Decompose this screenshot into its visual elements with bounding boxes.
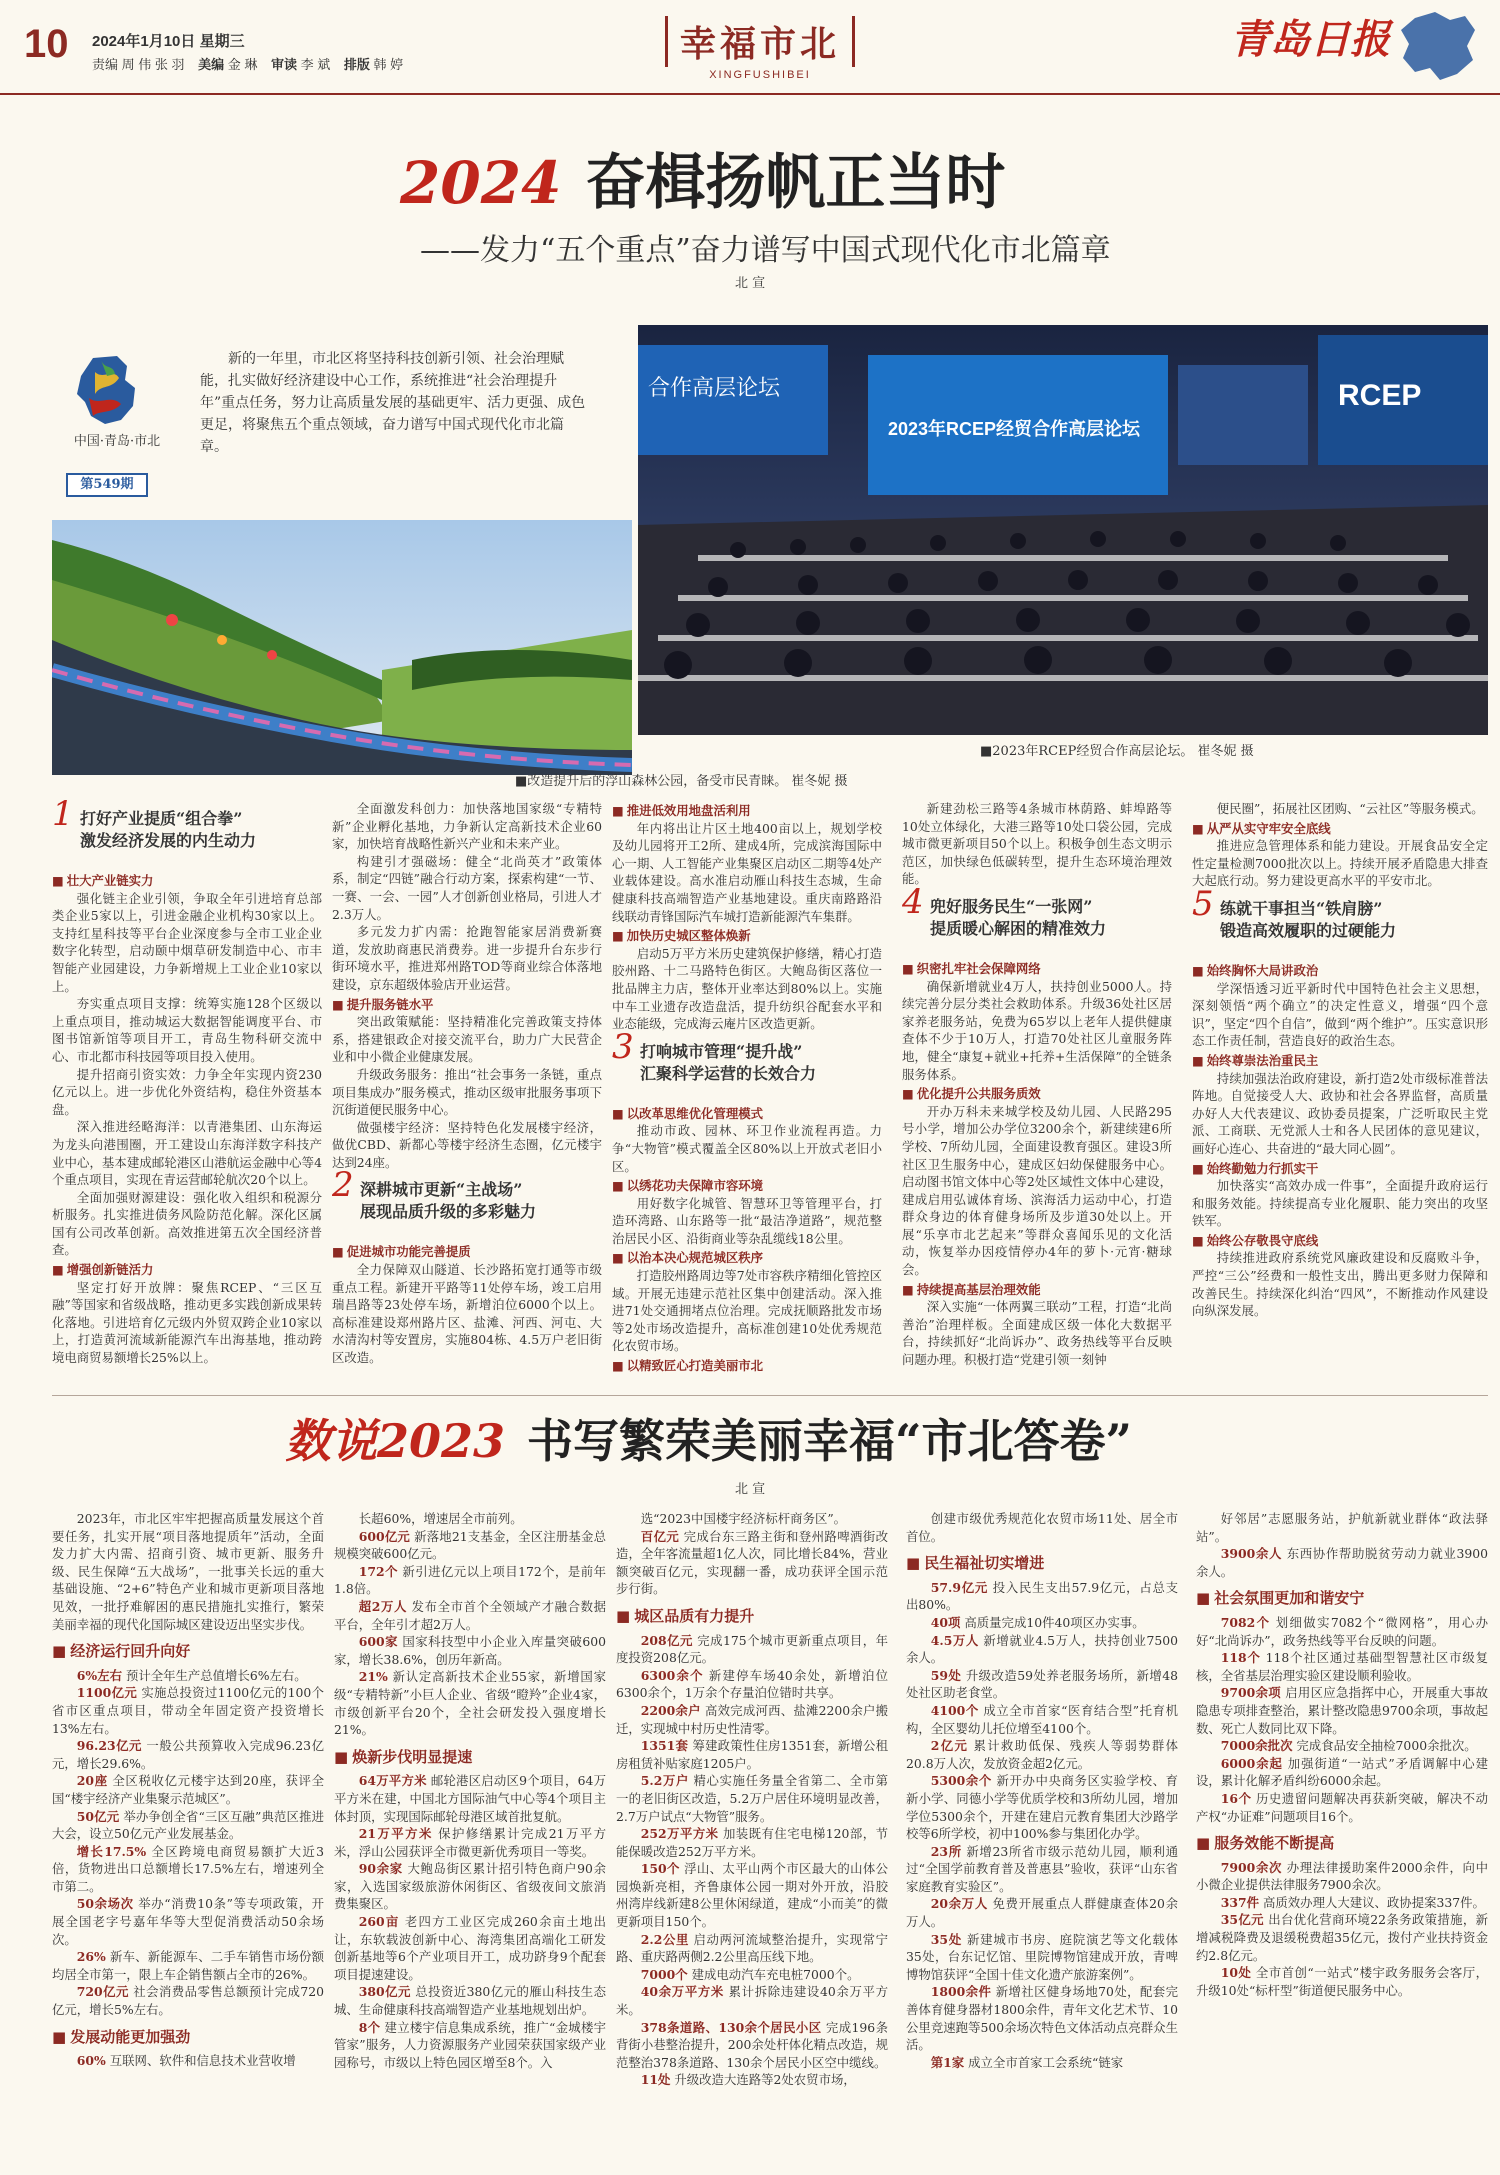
staff-credits: 责编 周 伟 张 羽 美编 金 琳 审读 李 斌 排版 韩 婷	[92, 57, 404, 72]
data-item	[1196, 1737, 1488, 1755]
subheading: ■ 以精致匠心打造美丽市北	[612, 1357, 882, 1375]
data-item	[52, 1895, 324, 1948]
section-line-1: 深耕城市更新“主战场”	[360, 1180, 523, 1200]
photo-caption-forum: ■2023年RCEP经贸合作高层论坛。 崔冬妮 摄	[980, 744, 1254, 759]
data-item	[52, 1983, 324, 2018]
data-item	[1196, 1545, 1488, 1580]
data-item	[52, 2052, 324, 2070]
data-item	[52, 1684, 324, 1737]
data-text: 划细做实7082个“微网格”，用心办好“北尚诉办”，政务热线等平台反映的问题。	[1196, 1614, 1488, 1648]
article2-column-3	[616, 1510, 888, 2165]
issue-badge: 第549期	[66, 473, 148, 497]
data-figure: 7000余批次	[1220, 1738, 1293, 1754]
subheading: ■ 以改革思维优化管理模式	[612, 1105, 882, 1123]
data-item	[1196, 1964, 1488, 1999]
data-figure: 4.5万人	[930, 1632, 979, 1648]
data-figure: 5300余个	[930, 1773, 992, 1789]
data-figure: 增长17.5%	[76, 1843, 147, 1859]
data-figure: 172个	[358, 1563, 398, 1579]
article2-column-5	[1196, 1510, 1488, 2165]
section-heading: ■ 社会氛围更加和谐安宁	[1196, 1590, 1488, 1608]
data-item	[616, 1860, 888, 1930]
paragraph: 长超60%，增速居全市前列。	[358, 1511, 523, 1526]
headline-2-text: 书写繁荣美丽幸福“市北答卷”	[527, 1414, 1132, 1468]
paragraph: 升级政务服务：推出“社会事务一条链，重点项目集成办”服务模式，推动区级审批服务事项下沉街道便民服务中心。	[332, 1066, 602, 1118]
paragraph: 推进应急管理体系和能力建设。开展食品安全定性定量检测7000批次以上。持续开展矛盾隐患大排查大起底行动。努力建设更高水平的平安市北。	[1192, 838, 1488, 889]
data-text: 新建城市书房、庭院演艺等文化载体35处，台东记忆馆、里院博物馆建成开放，青啤博物馆获评“全国十佳文化遗产旅游案例”。	[906, 1931, 1178, 1982]
data-item	[334, 1983, 606, 2018]
data-text: 累计拆除违建设40余万平方米。	[616, 1984, 888, 2018]
data-item	[1196, 1911, 1488, 1964]
section-line-2: 激发经济发展的内生动力	[80, 831, 257, 850]
data-text: 加装既有住宅电梯120部，节能保暖改造252万平方米。	[616, 1826, 888, 1859]
data-text: 东西协作帮助脱贫劳动力就业3900余人。	[1196, 1546, 1488, 1579]
data-item	[334, 1563, 606, 1598]
newspaper-logo: 青岛日报	[1230, 16, 1390, 63]
paragraph: 年内将出让片区土地400亩以上，规划学校及幼儿园将开工2所、建成4所，完成滨海国际中心一期、人工智能产业集聚区启动区二期等4处产业载体建设。高水准启动雁山科技生态城，生命健康科技高端智造产业基地建设。重庆南路路沿线联动青锋国际汽车城打造新能源汽车集群。	[612, 820, 882, 924]
data-item	[616, 1772, 888, 1825]
data-text: 新建停车场40余处，新增泊位6300余个，1万余个存量泊位错时共享。	[616, 1667, 888, 1701]
byline-2: 北 宣	[735, 1482, 766, 1497]
section-number-heading	[902, 881, 1172, 954]
article1-column-3	[612, 800, 882, 1390]
section-heading: ■ 城区品质有力提升	[616, 1608, 888, 1626]
data-item	[906, 1983, 1178, 2053]
data-figure: 7900余次	[1220, 1859, 1283, 1875]
paragraph: 深入实施“一体两翼三联动”工程，打造“北尚善治”治理样板。全面建成区级一体化大数据平台，持续抓好“北尚诉办”、政务热线等平台反映问题办理。积极打造“党建引领一刻钟	[902, 1299, 1172, 1368]
data-figure: 337件	[1220, 1894, 1260, 1910]
data-item	[52, 1772, 324, 1807]
section-pinyin: XINGFUSHIBEI	[709, 69, 811, 81]
data-figure: 7000个	[640, 1966, 688, 1982]
forum-logo-text: RCEP	[1338, 379, 1422, 412]
data-item	[616, 2071, 888, 2089]
section-number: 2	[332, 1165, 354, 1206]
section-number: 5	[1192, 883, 1214, 924]
data-text: 办理法律援助案件2000余件，向中小微企业提供法律服务7900余次。	[1196, 1859, 1488, 1893]
subheading: ■ 优化提升公共服务质效	[902, 1085, 1172, 1103]
section-heading: ■ 发展动能更加强劲	[52, 2029, 324, 2047]
data-figure: 21万平方米	[358, 1826, 433, 1842]
data-text: 建立楼宇信息集成系统，推广“金城楼宇管家”服务，人力资源服务产业园荣获国家级产业园称号，市级以上特色园区增至8个。入	[334, 2019, 606, 2070]
headline-2-prefix: 数说2023	[285, 1414, 506, 1468]
data-item	[1196, 1790, 1488, 1825]
data-text: 升级改造59处养老服务场所，新增48处社区助老食堂。	[906, 1667, 1178, 1701]
data-item	[334, 1825, 606, 1860]
headline-2	[285, 1405, 1132, 1471]
data-text: 高质量完成10件40项区办实事。	[964, 1614, 1145, 1630]
data-text: 免费开展重点人群健康查体20余万人。	[906, 1896, 1178, 1930]
data-text: 新增23所省市级示范幼儿园，顺利通过“全国学前教育普及普惠县”验收，获评“山东省家庭教育实验区”。	[906, 1843, 1178, 1894]
paragraph: 强化链主企业引领，争取全年引进培育总部类企业5家以上，引进金融企业机构30家以上。支持红星科技等平台企业深度参与全市工业企业数字化转型，启动颐中烟草研发制造中心、市丰智能产业园建设，力争新增规上工业企业10家以上。	[52, 890, 322, 994]
data-figure: 百亿元	[640, 1528, 680, 1544]
article2-column-4	[906, 1510, 1178, 2165]
data-text: 加强街道“一站式”矛盾调解中心建设，累计化解矛盾纠纷6000余起。	[1196, 1755, 1488, 1789]
subheading: ■ 促进城市功能完善提质	[332, 1243, 602, 1261]
data-item	[52, 1667, 324, 1685]
subheading: ■ 始终胸怀大局讲政治	[1192, 962, 1488, 980]
paragraph: 用好数字化城管、智慧环卫等管理平台，打造环湾路、山东路等一批“最洁净道路”，规范整治居民小区、沿街商业等杂乱缆线18公里。	[612, 1195, 882, 1246]
subheading: ■ 以绣花功夫保障市容环境	[612, 1177, 882, 1195]
data-text: 新开办中央商务区实验学校、育新小学、同德小学等优质学校和3所幼儿园，增加学位5300余个，开建在建启元教育集团大沙路学校等6所学校，初中100%参与集团化办学。	[906, 1773, 1178, 1842]
data-item	[616, 1528, 888, 1598]
data-text: 保护修缮累计完成21万平方米，浮山公园获评全市微更新优秀项目一等奖。	[334, 1826, 606, 1859]
data-figure: 6300余个	[640, 1667, 704, 1683]
data-text: 新车、新能源车、二手车销售市场份额均居全市第一，限上车企销售额占全市的26%。	[52, 1949, 324, 1982]
data-item	[616, 1966, 888, 1984]
data-text: 历史遗留问题解决再获新突破，解决不动产权“办证难”问题项目16个。	[1196, 1790, 1488, 1824]
data-text: 全区跨境电商贸易额扩大近3倍，货物进出口总额增长17.5%左右，增速列全市第二。	[52, 1843, 324, 1894]
paragraph: 推动市政、园林、环卫作业流程再造。力争“大物管”模式覆盖全区80%以上开放式老旧小区。	[612, 1123, 882, 1174]
data-item	[1196, 1684, 1488, 1737]
subheading: ■ 增强创新链活力	[52, 1261, 322, 1279]
data-item	[1196, 1649, 1488, 1684]
paragraph: 全面激发科创力：加快落地国家级“专精特新”企业孵化基地，力争新认定高新技术企业60家，加快培育战略性新兴产业和未来产业。	[332, 801, 602, 852]
section-heading: ■ 民生福祉切实增进	[906, 1555, 1178, 1573]
data-text: 全区税收亿元楼宇达到20座，获评全国“楼宇经济产业集聚示范城区”。	[52, 1773, 324, 1806]
subheading: ■ 推进低效用地盘活利用	[612, 802, 882, 820]
data-figure: 2.2公里	[640, 1931, 689, 1947]
data-text: 实施总投资过1100亿元的100个省市区重点项目，带动全年固定资产投资增长13%左右。	[52, 1685, 324, 1736]
data-figure: 20余万人	[930, 1896, 988, 1912]
data-figure: 208亿元	[640, 1632, 693, 1648]
data-item	[52, 1948, 324, 1983]
paragraph: 打造胶州路周边等7处市容秩序精细化管控区域。开展无违建示范社区集中创建活动。深入推进71处交通拥堵点位治理。完成抚顺路批发市场等2处市场改造提升，高标准创建10处优秀规范化农贸市场。	[612, 1268, 882, 1354]
data-text: 启用区应急指挥中心，开展重大事故隐患专项排查整治，累计整改隐患9700余项，事故起数、死亡人数同比双下降。	[1196, 1685, 1488, 1736]
data-text: 新增社区健身场地70处，配套完善体育健身器材1800余件，青年文化艺术节、10公里竞速跑等500余场次特色文体活动点亮群众生活。	[906, 1984, 1178, 2053]
data-item	[906, 1772, 1178, 1842]
data-item	[334, 2019, 606, 2072]
data-figure: 720亿元	[76, 1984, 129, 2000]
data-item	[906, 1632, 1178, 1667]
paragraph: 夯实重点项目支撑：统筹实施128个区级以上重点项目，推动城运大数据智能调度平台、市图书馆新馆等项目开工，青岛生物科研交流中心、市北都市科技园等项目投入使用。	[52, 996, 322, 1064]
section-line-1: 打好产业提质“组合拳”	[80, 809, 243, 828]
data-text: 完成196条背街小巷整治提升，200余处杆体化精点改造，规范整治378条道路、130余个居民小区空中缆线。	[616, 2019, 888, 2070]
paragraph: 持续加强法治政府建设，新打造2处市级标准普法阵地。自觉接受人大、政协和社会各界监督，高质量办好人大代表建议、政协委员提案，广泛听取民主党派、工商联、无党派人士和各人民团体的意见建议，画好心连心、共奋进的“最大同心圆”。	[1192, 1070, 1488, 1156]
paragraph: 突出政策赋能：坚持精准化完善政策支持体系，搭建银政企对接交流平台，助力广大民营企业和中小微企业健康发展。	[332, 1014, 602, 1065]
headline-text: 奋楫扬帆正当时	[585, 148, 1006, 218]
section-number-heading	[332, 1165, 602, 1237]
data-text: 举办争创全省“三区互融”典范区推进大会，设立50亿元产业发展基金。	[52, 1808, 324, 1842]
data-item	[906, 2054, 1178, 2072]
data-item	[334, 1528, 606, 1563]
photo-caption-park: ■改造提升后的浮山森林公园，备受市民青睐。 崔冬妮 摄	[515, 774, 848, 789]
paragraph: 坚定打好开放牌：聚焦RCEP、“三区互融”等国家和省级战略，推动更多实践创新成果转化落地。引进培育亿元级内外贸双跨企业10家以上，打造黄河流域新能源汽车出海基地，推动跨境电商贸易额增长25%以上。	[52, 1279, 322, 1366]
data-figure: 2200余户	[640, 1702, 701, 1718]
data-text: 完成台东三路主街和登州路啤酒街改造，全年客流量超1亿人次，同比增长84%，营业额突破百亿元，实现翻一番，成功获评全国示范步行街。	[616, 1528, 888, 1597]
qingdao-map-icon	[1395, 8, 1480, 86]
data-figure: 9700余项	[1220, 1685, 1281, 1701]
forest-park-photo	[52, 520, 632, 775]
data-text: 新落地21支基金，全区注册基金总规模突破600亿元。	[334, 1528, 606, 1562]
data-text: 社会消费品零售总额预计完成720亿元，增长5%左右。	[52, 1984, 324, 2018]
data-figure: 600亿元	[358, 1528, 410, 1544]
data-figure: 8个	[358, 2019, 381, 2035]
rcep-forum-photo	[638, 325, 1488, 735]
data-item	[906, 1667, 1178, 1702]
data-figure: 378条道路、130余个居民小区	[640, 2019, 822, 2035]
data-figure: 7082个	[1220, 1614, 1271, 1630]
section-heading: ■ 焕新步伐明显提速	[334, 1749, 606, 1767]
paragraph: 构建引才强磁场：健全“北尚英才”政策体系，制定“四链”融合行动方案，探索构建“一节、一赛、一会、一园”人才创新创业格局，引进人才2.3万人。	[332, 853, 602, 922]
data-item	[1196, 1614, 1488, 1649]
data-item	[616, 1702, 888, 1737]
data-figure: 40项	[930, 1614, 961, 1630]
article2-column-2	[334, 1510, 606, 2165]
section-line-2: 展现品质升级的多彩魅力	[360, 1202, 537, 1222]
paragraph: 确保新增就业4万人，扶持创业5000人。持续完善分层分类社会救助体系。升级36处社区居家养老服务站，免费为65岁以上老年人提供健康查体不少于10万人，打造70处社区儿童服务阵地，健全“康复+就业+托养+生活保障”的全链条服务体系。	[902, 978, 1172, 1082]
data-text: 互联网、软件和信息技术业营收增	[109, 2053, 296, 2069]
data-text: 118个社区通过基础型智慧社区市级复核，全省基层治理实验区建设顺利验收。	[1196, 1650, 1488, 1683]
paragraph: 全面加强财源建设：强化收入组织和税源分析服务。扎实推进债务风险防范化解。深化区属国有公司改革创新。高效推进第五次全国经济普查。	[52, 1189, 322, 1258]
data-text: 总投资近380亿元的雁山科技生态城、生命健康科技高端智造产业基地规划出炉。	[334, 1984, 606, 2018]
paragraph: 学深悟透习近平新时代中国特色社会主义思想，深刻领悟“两个确立”的决定性意义，增强“四个意识”，坚定“四个自信”，做到“两个维护”。压实意识形态工作责任制，营造良好的政治生态。	[1192, 980, 1488, 1049]
paragraph: 全力保障双山隧道、长沙路拓宽打通等市级重点工程。新建开平路等11处停车场，竣工启用瑞昌路等23处停车场，新增泊位6000个以上。高标准建设郑州路片区、盐滩、河西、河屯、大水清沟村等安置房，实施804栋、4.5万户老旧街区改造。	[332, 1262, 602, 1366]
data-item	[334, 1913, 606, 1983]
section-number: 4	[902, 881, 924, 922]
data-figure: 64万平方米	[358, 1773, 427, 1789]
data-text: 新增就业4.5万人，扶持创业7500余人。	[906, 1632, 1178, 1666]
data-text: 老四方工业区完成260余亩土地出让，东软载波创新中心、海湾集团高端化工研发创新基地等6个产业项目开工，成功跻身9个配套项目提速建设。	[334, 1914, 606, 1982]
data-text: 完成175个城市更新重点项目，年度投资208亿元。	[616, 1632, 888, 1666]
data-text: 邮轮港区启动区9个项目，64万平方米在建，中国北方国际油气中心等4个项目主体封顶，实现国际邮轮母港区域首批复航。	[334, 1773, 606, 1824]
data-text: 全市首创“一站式”楼宇政务服务会客厅，升级10处“标杆型”街道便民服务中心。	[1196, 1965, 1488, 1998]
data-figure: 96.23亿元	[76, 1738, 142, 1754]
subheading: ■ 始终勤勉力行抓实干	[1192, 1160, 1488, 1178]
data-item	[906, 1737, 1178, 1772]
paragraph: 持续推进政府系统党风廉政建设和反腐败斗争，严控“三公”经费和一般性支出，腾出更多财力保障和改善民生。持续深化纠治“四风”，不断推动作风建设向纵深发展。	[1192, 1250, 1488, 1319]
data-figure: 60%	[76, 2053, 106, 2069]
data-text: 高效完成河西、盐滩2200余户搬迁，实现城中村历史性清零。	[616, 1702, 888, 1736]
data-text: 累计救助低保、残疾人等弱势群体20.8万人次，发放资金超2亿元。	[906, 1738, 1178, 1771]
data-item	[906, 1931, 1178, 1984]
article1-column-2	[332, 800, 602, 1390]
data-figure: 1800余件	[930, 1984, 992, 2000]
data-item	[616, 2019, 888, 2072]
data-item	[616, 1632, 888, 1667]
section-number: 1	[52, 800, 74, 834]
byline: 北 宣	[735, 276, 766, 291]
data-figure: 57.9亿元	[930, 1579, 989, 1595]
data-figure: 600家	[358, 1634, 398, 1650]
section-line-2: 提质暖心解困的精准效力	[930, 918, 1107, 938]
data-item	[906, 1614, 1178, 1632]
section-masthead	[665, 16, 855, 81]
data-item	[616, 1825, 888, 1860]
data-text: 建成电动汽车充电桩7000个。	[691, 1966, 860, 1982]
data-figure: 50亿元	[76, 1808, 120, 1824]
paragraph: 好邻居”志愿服务站，护航新就业群体“政法驿站”。	[1196, 1511, 1488, 1544]
data-item	[1196, 1894, 1488, 1912]
subheading: ■ 以治本决心规范城区秩序	[612, 1249, 882, 1267]
data-text: 启动两河流域整治提升，实现常宁路、重庆路两侧2.2公里高压线下地。	[616, 1931, 888, 1965]
article1-column-4	[902, 800, 1172, 1390]
data-figure: 59处	[930, 1667, 962, 1683]
data-item	[906, 1843, 1178, 1896]
data-figure: 4100个	[930, 1702, 979, 1718]
subheading: ■ 壮大产业链实力	[52, 872, 322, 890]
data-figure: 50余场次	[76, 1896, 134, 1912]
data-text: 发布全市首个全领域产才融合数据平台，全年引才超2万人。	[334, 1598, 606, 1632]
data-figure: 150个	[640, 1861, 680, 1877]
data-figure: 6000余起	[1220, 1755, 1283, 1771]
data-text: 完成食品安全抽检7000余批次。	[1296, 1738, 1477, 1754]
data-text: 预计全年生产总值增长6%左右。	[125, 1667, 307, 1683]
data-figure: 35亿元	[1220, 1912, 1264, 1928]
data-figure: 90余家	[358, 1861, 403, 1877]
paragraph: 提升招商引资实效：力争全年实现内资230亿元以上。进一步优化外资结构，稳住外资基本盘。	[52, 1066, 322, 1117]
data-text: 升级改造大连路等2处农贸市场，	[674, 2072, 856, 2088]
data-figure: 260亩	[358, 1914, 400, 1930]
data-text: 精心实施任务量全省第二、全市第一的老旧街区改造，5.2万户居住环境明显改善，2.7万户试点“大物管”服务。	[616, 1773, 888, 1824]
data-figure: 118个	[1220, 1650, 1261, 1666]
data-text: 成立全市首家工会系统“链家	[968, 2054, 1124, 2070]
page-header	[0, 0, 1500, 95]
headline	[400, 135, 1005, 221]
data-figure: 6%左右	[76, 1667, 122, 1683]
data-item	[52, 1808, 324, 1843]
paragraph: 启动5万平方米历史建筑保护修缮，精心打造胶州路、十二马路特色街区。大鲍岛街区落位一批品牌主力店，整体开业率达到80%以上。实施中车工业遗存改造盘活，提升纺织谷配套水平和业态能级，完成海云庵片区改造更新。	[612, 945, 882, 1032]
data-item	[334, 1668, 606, 1738]
subheading: ■ 从严从实守牢安全底线	[1192, 820, 1488, 838]
data-item	[52, 1843, 324, 1896]
data-figure: 第1家	[930, 2054, 965, 2070]
headline-year: 2024	[400, 149, 562, 217]
section-line-1: 打响城市管理“提升战”	[640, 1041, 803, 1061]
paragraph: 加快落实“高效办成一件事”，全面提升政府运行和服务效能。持续提高专业化履职、能力突出的攻坚铁军。	[1192, 1178, 1488, 1229]
data-item	[616, 1667, 888, 1702]
section-title: 幸福市北	[665, 16, 855, 67]
data-text: 一般公共预算收入完成96.23亿元，增长29.6%。	[52, 1738, 324, 1771]
article1-column-1	[52, 800, 322, 1390]
data-item	[334, 1860, 606, 1913]
paragraph: 创建市级优秀规范化农贸市场11处、居全市首位。	[906, 1511, 1178, 1544]
data-figure: 20座	[76, 1773, 108, 1789]
section-number: 3	[612, 1026, 634, 1067]
section-heading: ■ 经济运行回升向好	[52, 1643, 324, 1661]
data-figure: 26%	[76, 1949, 106, 1965]
article1-column-5	[1192, 800, 1488, 1390]
data-item	[906, 1895, 1178, 1930]
subheading: ■ 始终公存敬畏守底线	[1192, 1232, 1488, 1250]
data-item	[1196, 1755, 1488, 1790]
data-figure: 1351套	[640, 1738, 689, 1754]
subheading: ■ 加快历史城区整体焕新	[612, 927, 882, 945]
data-figure: 21%	[358, 1669, 388, 1685]
section-line-2: 汇聚科学运营的长效合力	[640, 1063, 817, 1083]
data-figure: 3900余人	[1220, 1546, 1283, 1562]
section-line-2: 锻造高效履职的过硬能力	[1220, 920, 1397, 940]
data-item	[334, 1772, 606, 1825]
issue-date: 2024年1月10日 星期三	[92, 33, 245, 50]
subheading: ■ 织密扎牢社会保障网络	[902, 960, 1172, 978]
data-item	[906, 1579, 1178, 1614]
paragraph: 选“2023中国楼宇经济标杆商务区”。	[640, 1511, 847, 1526]
article2-column-1	[52, 1510, 324, 2165]
data-item	[616, 1737, 888, 1772]
data-figure: 1100亿元	[76, 1685, 138, 1701]
data-figure: 10处	[1220, 1965, 1252, 1981]
data-figure: 40余万平方米	[640, 1984, 724, 2000]
paragraph: 做强楼宇经济：坚持特色化发展楼宇经济，做优CBD、新都心等楼宇经济生态圈，亿元楼宇达到24座。	[332, 1119, 602, 1170]
section-number-heading	[612, 1026, 882, 1099]
data-item	[906, 1702, 1178, 1737]
data-text: 成立全市首家“医育结合型”托育机构，全区婴幼儿托位增至4100个。	[906, 1702, 1178, 1736]
paragraph: 多元发力扩内需：抢跑智能家居消费新赛道，发放助商惠民消费券。进一步提升台东步行街环境水平，推进郑州路TOD等商业综合体落地建设，京东超级体验店开业运营。	[332, 924, 602, 992]
data-text: 高质效办理人大建议、政协提案337件。	[1263, 1894, 1485, 1910]
data-item	[616, 1931, 888, 1966]
paragraph: 开办万科未来城学校及幼儿园、人民路295号小学，增加公办学位3200余个，新建续建6所学校、7所幼儿园，全面建设教育强区。建设3所社区卫生服务中心，建成区妇幼保健服务中心。启动图书馆文体中心等2处区域性文体中心建设，建成启用弘诚体育场、滨海活力运动中心，打造群众身边的体育健身场所及步道30处以上。开展“乐享市北艺起来”等群众喜闻乐见的文化活动，恢复举办因疫情停办4年的萝卜·元宵·糖球会。	[902, 1103, 1172, 1278]
subheading: ■ 始终尊崇法治重民主	[1192, 1052, 1488, 1070]
data-figure: 16个	[1220, 1790, 1252, 1806]
data-figure: 2亿元	[930, 1738, 969, 1754]
subheadline: ——发力“五个重点”奋力谱写中国式现代化市北篇章	[420, 233, 1111, 268]
data-item	[52, 1737, 324, 1772]
data-text: 筹建政策性住房1351套，新增公租房租赁补贴家庭1205户。	[616, 1738, 888, 1771]
subheading: ■ 提升服务链水平	[332, 996, 602, 1014]
data-figure: 超2万人	[358, 1598, 408, 1614]
data-figure: 23所	[930, 1843, 962, 1859]
data-text: 举办“消费10条”等专项政策，开展全国老字号嘉年华等大型促消费活动50余场次。	[52, 1896, 324, 1947]
data-text: 浮山、太平山两个市区最大的山体公园焕新亮相，齐鲁康体公园一期对外开放，沿胶州湾岸线新建8公里休闲绿道，建成“小而美”的微更新项目150个。	[616, 1861, 888, 1930]
data-item	[616, 1983, 888, 2018]
section-heading: ■ 服务效能不断提高	[1196, 1835, 1488, 1853]
subheading: ■ 持续提高基层治理效能	[902, 1281, 1172, 1299]
data-text: 投入民生支出57.9亿元，占总支出80%。	[906, 1579, 1178, 1613]
data-figure: 5.2万户	[640, 1773, 689, 1789]
data-item	[1196, 1859, 1488, 1894]
section-number-heading	[52, 800, 322, 866]
data-text: 新认定高新技术企业55家，新增国家级“专精特新”小巨人企业、省级“瞪羚”企业4家，市级创新平台20个，全社会研发投入强度增长21%。	[334, 1669, 606, 1738]
emblem-caption: 中国·青岛·市北	[73, 434, 161, 449]
forum-side-screen-text: 合作高层论坛	[648, 375, 781, 400]
intro-paragraph: 新的一年里，市北区将坚持科技创新引领、社会治理赋能，扎实做好经济建设中心工作，系统推进“社会治理提升年”重点任务，努力让高质量发展的基础更牢、活力更强、成色更足，将聚焦五个重点领域，奋力谱写中国式现代化市北篇章。	[200, 351, 586, 455]
section-number-heading	[1192, 883, 1488, 956]
paragraph: 便民圈”，拓展社区团购、“云社区”等服务模式。	[1216, 801, 1484, 816]
data-figure: 11处	[640, 2072, 671, 2088]
section-divider	[52, 1395, 1488, 1396]
data-item	[334, 1633, 606, 1668]
data-text: 新引进亿元以上项目172个，是前年1.8倍。	[334, 1563, 606, 1597]
section-line-1: 练就干事担当“铁肩膀”	[1220, 898, 1383, 918]
page-number: 10	[24, 22, 69, 66]
data-item	[334, 1598, 606, 1633]
paragraph: 新建劲松三路等4条城市林荫路、蚌埠路等10处立体绿化，大港三路等10处口袋公园，完成城市微更新项目50个以上。积极争创生态文明示范区，加快绿色低碳转型，提升生态环境治理效能。	[902, 801, 1172, 887]
forum-screen-text: 2023年RCEP经贸合作高层论坛	[888, 419, 1141, 439]
data-figure: 252万平方米	[640, 1826, 719, 1842]
data-figure: 35处	[930, 1931, 963, 1947]
data-text: 出台优化营商环境22条务政策措施，新增减税降费及退缓税费超35亿元，拨付产业扶持资金约2.8亿元。	[1196, 1912, 1488, 1963]
data-text: 国家科技型中小企业入库量突破600家，增长38.6%，创历年新高。	[334, 1634, 606, 1667]
paragraph: 2023年，市北区牢牢把握高质量发展这个首要任务，扎实开展“项目落地提质年”活动，全面发力扩大内需、招商引资、城市更新、服务升级、民生保障“五大战场”，一批事关长远的重大基础设施、“2+6”特色产业和城市更新项目落地见效，一批抒难解困的惠民措施扎实推行，繁荣美丽幸福的现代化国际城区建设迈出坚实步伐。	[52, 1511, 324, 1632]
section-line-1: 兜好服务民生“一张网”	[930, 896, 1093, 916]
data-text: 大鲍岛街区累计招引特色商户90余家，入选国家级旅游休闲街区、省级夜间文旅消费集聚区。	[334, 1861, 606, 1912]
paragraph: 深入推进经略海洋：以青港集团、山东海运为龙头向港围圈，开工建设山东海洋数字科技产业中心，基本建成邮轮港区山港航运金融中心等4个重点项目，实现在青运营邮轮航次20个以上。	[52, 1119, 322, 1188]
data-figure: 380亿元	[358, 1984, 411, 2000]
